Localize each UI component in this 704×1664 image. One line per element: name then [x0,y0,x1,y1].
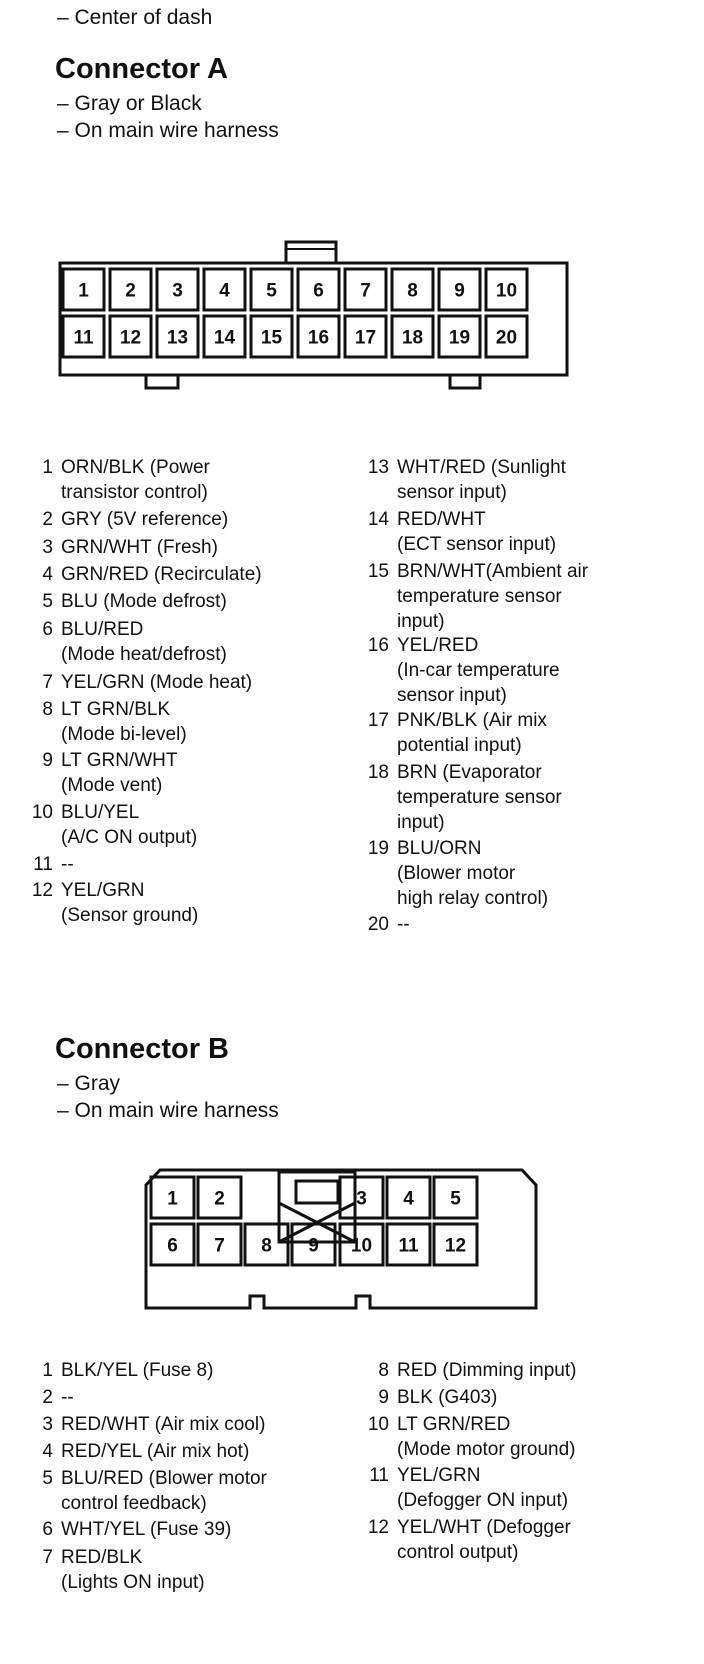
pin-description-line: (Defogger ON input) [397,1490,569,1511]
connector-b-pin-4-description [42,1439,250,1464]
pin-description-line: LT GRN/WHT [61,750,178,771]
connector-b-pin-5-description [42,1466,267,1516]
pin-description-line: WHT/YEL (Fuse 39) [61,1519,232,1540]
connector-b-pin-2-description [42,1385,74,1410]
connector-a-pin-8-label: 8 [407,280,418,302]
pin-description-line: temperature sensor [397,586,562,607]
connector-a-pin-2-label: 2 [125,280,136,302]
pin-description-line: (Mode motor ground) [397,1439,576,1460]
pin-number: 12 [31,880,53,901]
connector-a-pin-3-label: 3 [172,280,183,302]
connector-b-pin-12-label: 12 [444,1235,467,1257]
pin-description-line: (Lights ON input) [61,1572,205,1593]
pin-number: 19 [367,838,389,859]
pin-description-line: (Blower motor [397,863,516,884]
pin-description-line: ORN/BLK (Power [61,457,210,478]
connector-b-pin-3-label: 3 [356,1188,367,1210]
pin-description-line: GRY (5V reference) [61,509,229,530]
top-note: – Center of dash [57,6,213,29]
pin-number: 17 [367,710,389,731]
connector-a-pin-6-label: 6 [313,280,324,302]
connector-b-pin-8-description [378,1358,577,1383]
connector-b-pin-12-description [367,1515,571,1565]
pin-number: 2 [42,1387,53,1408]
connector-b-pin-10-label: 10 [350,1235,373,1257]
connector-a-pin-4-label: 4 [219,280,230,302]
pin-description-line: input) [397,812,445,833]
pin-description-line: -- [397,914,410,935]
pin-description-line: high relay control) [397,888,549,909]
pin-description-line: (A/C ON output) [61,827,198,848]
pin-number: 3 [42,1414,53,1435]
pin-description-line: YEL/GRN (Mode heat) [61,672,253,693]
pin-description-line: RED/BLK [61,1547,143,1568]
connector-a-pin-10-label: 10 [495,280,518,302]
pin-description-line: -- [61,1387,74,1408]
connector-a-pin-1-label: 1 [78,280,89,302]
pin-number: 10 [31,802,53,823]
pin-description-line: RED/WHT (Air mix cool) [61,1414,266,1435]
connector-b-pin-1-label: 1 [167,1188,178,1210]
pin-description-line: control output) [397,1542,519,1563]
pin-number: 12 [367,1517,389,1538]
pin-description-line: RED/YEL (Air mix hot) [61,1441,250,1462]
pin-description-line: YEL/RED [397,635,479,656]
connector-a-note-location: – On main wire harness [57,119,279,142]
pin-description-line: PNK/BLK (Air mix [397,710,547,731]
pin-description-line: BLK (G403) [397,1387,498,1408]
connector-a-pin-16-label: 16 [307,327,330,349]
pin-number: 18 [367,762,389,783]
connector-a-pin-9-label: 9 [454,280,465,302]
pin-description-line: (Sensor ground) [61,905,199,926]
pin-description-line: BLK/YEL (Fuse 8) [61,1360,214,1381]
pin-number: 7 [42,672,53,693]
connector-b-pin-4-label: 4 [403,1188,414,1210]
pin-description-line: WHT/RED (Sunlight [397,457,566,478]
pin-description-line: (ECT sensor input) [397,534,557,555]
pin-number: 7 [42,1547,53,1568]
connector-a-pin-11-label: 11 [73,327,94,349]
pin-description-line: LT GRN/RED [397,1414,511,1435]
connector-a-pin-13-label: 13 [166,327,189,349]
pin-description-line: sensor input) [397,685,507,706]
connector-b-note-color: – Gray [57,1072,121,1095]
pin-number: 5 [42,591,53,612]
pin-number: 5 [42,1468,53,1489]
connector-b-pin-6-description [42,1517,232,1542]
pin-description-line: YEL/GRN [61,880,145,901]
pin-description-line: (Mode bi-level) [61,724,187,745]
pin-number: 13 [367,457,389,478]
pin-description-line: LT GRN/BLK [61,699,171,720]
pin-description-line: -- [61,854,74,875]
pin-number: 10 [367,1414,389,1435]
pin-description-line: (Mode vent) [61,775,163,796]
pin-number: 3 [42,537,53,558]
connector-b-note-location: – On main wire harness [57,1099,279,1122]
connector-a-title: Connector A [55,53,228,85]
pin-description-line: BLU/RED [61,619,144,640]
pin-description-line: BLU/YEL [61,802,140,823]
pin-description-line: input) [397,611,445,632]
pin-description-line: YEL/GRN [397,1465,481,1486]
pin-description-line: temperature sensor [397,787,562,808]
connector-a-pin-17-label: 17 [354,327,377,349]
pin-description-line: BLU/RED (Blower motor [61,1468,267,1489]
pin-description-line: (In-car temperature [397,660,560,681]
connector-a-pin-5-label: 5 [266,280,277,302]
pin-number: 15 [367,561,389,582]
pin-description-line: GRN/WHT (Fresh) [61,537,218,558]
pin-description-line: YEL/WHT (Defogger [397,1517,571,1538]
connector-b-pin-1-description [42,1358,214,1383]
pin-description-line: transistor control) [61,482,208,503]
pin-number: 4 [42,1441,53,1462]
connector-b-pin-9-label: 9 [308,1235,319,1257]
connector-a-note-color: – Gray or Black [57,92,202,115]
pin-number: 8 [378,1360,389,1381]
connector-a-pin-20-label: 20 [495,327,518,349]
pin-description-line: BRN (Evaporator [397,762,542,783]
pin-number: 8 [42,699,53,720]
connector-a-pin-19-label: 19 [448,327,471,349]
pin-description-line: sensor input) [397,482,507,503]
pin-description-line: GRN/RED (Recirculate) [61,564,262,585]
connector-b-pin-9-description [378,1385,498,1410]
pin-number: 1 [42,457,53,478]
pin-description-line: (Mode heat/defrost) [61,644,227,665]
pin-number: 11 [33,854,53,875]
pin-description-line: RED (Dimming input) [397,1360,577,1381]
pin-description-line: BLU (Mode defrost) [61,591,227,612]
connector-a-pin-15-label: 15 [260,327,283,349]
pin-description-line: BRN/WHT(Ambient air [397,561,589,582]
pin-description-line: BLU/ORN [397,838,482,859]
pin-number: 16 [367,635,389,656]
connector-b-pin-8-label: 8 [261,1235,272,1257]
pin-number: 6 [42,619,53,640]
connector-a-pin-14-label: 14 [213,327,236,349]
pin-number: 6 [42,1519,53,1540]
pin-number: 4 [42,564,53,585]
connector-b-pin-7-description [42,1545,205,1595]
pin-number: 9 [378,1387,389,1408]
pin-number: 2 [42,509,53,530]
connector-b-pin-11-description [369,1463,569,1513]
connector-b-pin-10-description [367,1412,576,1462]
pin-description-line: control feedback) [61,1493,207,1514]
connector-b-pin-2-label: 2 [214,1188,225,1210]
connector-a-pin-18-label: 18 [401,327,424,349]
connector-b-pin-3-description [42,1412,266,1437]
connector-b-pin-6-label: 6 [167,1235,178,1257]
pin-number: 1 [42,1360,53,1381]
pin-description-line: potential input) [397,735,522,756]
pin-number: 14 [367,509,389,530]
connector-b-pin-11-label: 11 [398,1235,419,1257]
pin-description-line: RED/WHT [397,509,486,530]
connector-b-title: Connector B [55,1033,229,1065]
pin-number: 9 [42,750,53,771]
pin-number: 11 [369,1465,389,1486]
pin-number: 20 [367,914,389,935]
connector-a-pin-7-label: 7 [360,280,371,302]
connector-b-pin-5-label: 5 [450,1188,461,1210]
connector-a-pin-12-label: 12 [119,327,142,349]
connector-b-pin-7-label: 7 [214,1235,225,1257]
